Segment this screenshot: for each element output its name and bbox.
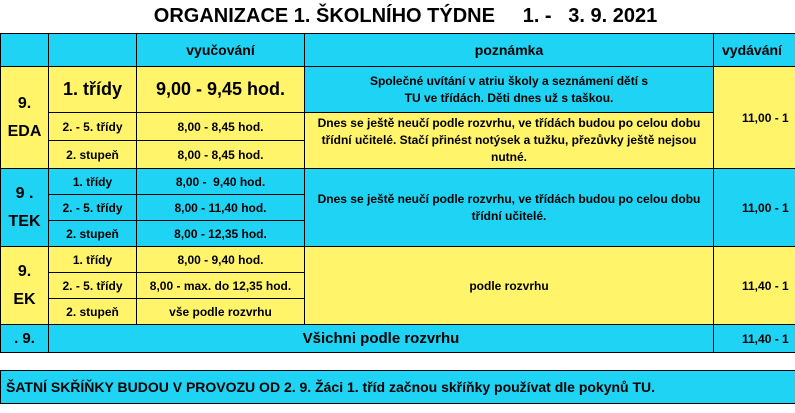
- day-3-time-3: vše podle rozvrhu: [137, 299, 305, 325]
- day-3-time-1: 8,00 - 9,40 hod.: [137, 247, 305, 273]
- day-1-note-1: Společné uvítání v atriu školy a seznámení dětí s TU ve třídách. Děti dnes už s taškou.: [305, 67, 714, 113]
- day-1-group-3: 2. stupeň: [49, 141, 137, 169]
- day-2-time-3: 8,00 - 12,35 hod.: [137, 221, 305, 247]
- day-1-group-2: 2. - 5. třídy: [49, 113, 137, 141]
- day-1-vydavani: 11,00 - 1: [714, 67, 795, 169]
- day-1-label: 9. EDA: [1, 67, 49, 169]
- day-1-note-2: Dnes se ještě neučí podle rozvrhu, ve třídách budou po celou dobu třídní učitelé. Stačí přinést notýsek a tužku, přezůvky ještě nejsou nutné.: [305, 113, 714, 169]
- day-1-time-3: 8,00 - 8,45 hod.: [137, 141, 305, 169]
- header-poznamka: poznámka: [305, 34, 714, 67]
- day-4-label: . 9.: [1, 325, 49, 353]
- day-3-group-2: 2. - 5. třídy: [49, 273, 137, 299]
- day-1-time-1: 9,00 - 9,45 hod.: [137, 67, 305, 113]
- day-3-vydavani: 11,40 - 1: [714, 247, 795, 325]
- day-1-group-1: 1. třídy: [49, 67, 137, 113]
- day-4-vydavani: 11,40 - 1: [714, 325, 795, 353]
- day-2-group-3: 2. stupeň: [49, 221, 137, 247]
- document-title: ORGANIZACE 1. ŠKOLNÍHO TÝDNE 1. - 3. 9. 2021: [1, 0, 795, 34]
- day-2-time-2: 8,00 - 11,40 hod.: [137, 195, 305, 221]
- day-2-label: 9 . TEK: [1, 169, 49, 247]
- day-3-time-2: 8,00 - max. do 12,35 hod.: [137, 273, 305, 299]
- day-3-note: podle rozvrhu: [305, 247, 714, 325]
- spacer-row: [1, 353, 795, 371]
- day-4-all: Všichni podle rozvrhu: [49, 325, 714, 353]
- day-2-vydavani: 11,00 - 1: [714, 169, 795, 247]
- day-2-group-1: 1. třídy: [49, 169, 137, 195]
- footer-note: ŠATNÍ SKŘÍŇKY BUDOU V PROVOZU OD 2. 9. Žáci 1. tříd začnou skříňky používat dle pokynů TU.: [1, 371, 795, 404]
- day-3-group-3: 2. stupeň: [49, 299, 137, 325]
- day-3-group-1: 1. třídy: [49, 247, 137, 273]
- header-vydavani: vydávání: [714, 34, 795, 67]
- day-1-time-2: 8,00 - 8,45 hod.: [137, 113, 305, 141]
- day-2-note: Dnes se ještě neučí podle rozvrhu, ve třídách budou po celou dobu třídní učitelé.: [305, 169, 714, 247]
- header-day: [1, 34, 49, 67]
- day-2-time-1: 8,00 - 9,40 hod.: [137, 169, 305, 195]
- day-2-group-2: 2. - 5. třídy: [49, 195, 137, 221]
- header-vyucovani: vyučování: [137, 34, 305, 67]
- day-3-label: 9. EK: [1, 247, 49, 325]
- header-group: [49, 34, 137, 67]
